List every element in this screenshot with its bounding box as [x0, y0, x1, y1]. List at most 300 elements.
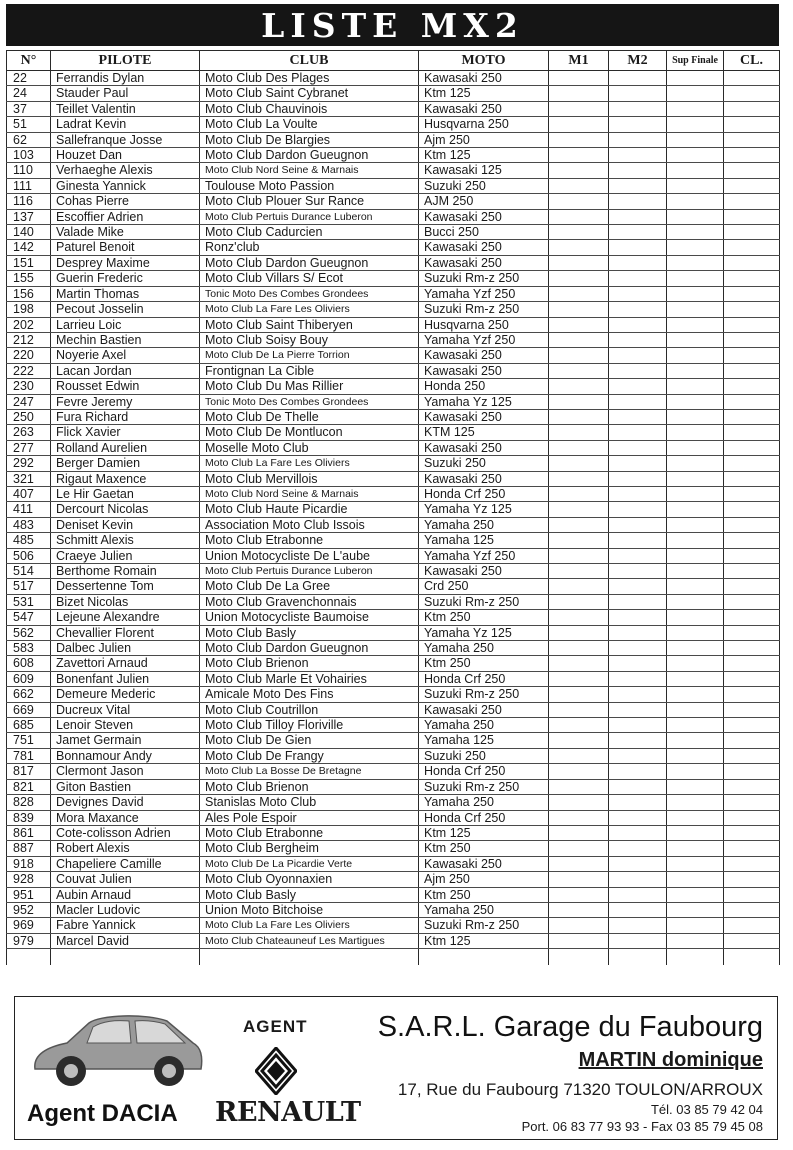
rider-moto: Crd 250 — [419, 579, 549, 594]
result-m2 — [609, 271, 667, 286]
rider-club: Moto Club La Bosse De Bretagne — [200, 764, 419, 779]
rider-club: Moto Club Bergheim — [200, 841, 419, 856]
rider-name: Flick Xavier — [51, 425, 200, 440]
rider-name: Paturel Benoit — [51, 240, 200, 255]
result-m1 — [549, 841, 609, 856]
title-bar — [6, 4, 779, 46]
rider-moto: Honda Crf 250 — [419, 764, 549, 779]
table-row — [7, 795, 780, 810]
result-sup-finale — [667, 517, 724, 532]
result-m2 — [609, 394, 667, 409]
rider-club: Moto Club Basly — [200, 887, 419, 902]
rider-number: 277 — [7, 440, 51, 455]
result-m1 — [549, 471, 609, 486]
result-cl — [724, 733, 780, 748]
result-m2 — [609, 933, 667, 948]
table-row — [7, 471, 780, 486]
rider-number: 609 — [7, 671, 51, 686]
rider-moto: Ktm 250 — [419, 656, 549, 671]
result-cl — [724, 363, 780, 378]
table-row — [7, 564, 780, 579]
result-sup-finale — [667, 86, 724, 101]
table-row — [7, 764, 780, 779]
result-cl — [724, 856, 780, 871]
rider-name: Ladrat Kevin — [51, 117, 200, 132]
rider-club: Moto Club Oyonnaxien — [200, 872, 419, 887]
rider-club: Moto Club Villars S/ Ecot — [200, 271, 419, 286]
result-m1 — [549, 718, 609, 733]
result-sup-finale — [667, 625, 724, 640]
result-sup-finale — [667, 471, 724, 486]
rider-name: Bonnamour Andy — [51, 748, 200, 763]
rider-number: 110 — [7, 163, 51, 178]
rider-name: Clermont Jason — [51, 764, 200, 779]
rider-moto: Suzuki Rm-z 250 — [419, 594, 549, 609]
result-cl — [724, 425, 780, 440]
rider-number: 156 — [7, 286, 51, 301]
rider-number: 483 — [7, 517, 51, 532]
result-m2 — [609, 671, 667, 686]
rider-name: Cohas Pierre — [51, 194, 200, 209]
result-m1 — [549, 856, 609, 871]
rider-moto: Honda 250 — [419, 379, 549, 394]
rider-club: Moto Club De La Pierre Torrion — [200, 348, 419, 363]
result-cl — [724, 825, 780, 840]
table-row — [7, 255, 780, 270]
result-sup-finale — [667, 332, 724, 347]
rider-club: Toulouse Moto Passion — [200, 178, 419, 193]
table-row — [7, 379, 780, 394]
result-cl — [724, 317, 780, 332]
result-sup-finale — [667, 548, 724, 563]
rider-club: Moto Club Plouer Sur Rance — [200, 194, 419, 209]
rider-club: Moto Club Dardon Gueugnon — [200, 255, 419, 270]
result-cl — [724, 194, 780, 209]
empty-cell — [51, 949, 200, 966]
rider-name: Stauder Paul — [51, 86, 200, 101]
result-m2 — [609, 902, 667, 917]
rider-club: Moto Club Saint Thiberyen — [200, 317, 419, 332]
table-row — [7, 425, 780, 440]
table-row — [7, 779, 780, 794]
rider-name: Macler Ludovic — [51, 902, 200, 917]
column-header-sup-finale: Sup Finale — [667, 51, 724, 71]
result-sup-finale — [667, 533, 724, 548]
rider-club: Moto Club Chateauneuf Les Martigues — [200, 933, 419, 948]
result-m2 — [609, 810, 667, 825]
result-m2 — [609, 302, 667, 317]
rider-number: 685 — [7, 718, 51, 733]
rider-number: 103 — [7, 148, 51, 163]
table-row — [7, 163, 780, 178]
result-cl — [724, 286, 780, 301]
rider-name: Ducreux Vital — [51, 702, 200, 717]
result-m1 — [549, 178, 609, 193]
rider-number: 151 — [7, 255, 51, 270]
result-cl — [724, 209, 780, 224]
result-sup-finale — [667, 271, 724, 286]
rider-club: Moto Club De Gien — [200, 733, 419, 748]
rider-number: 608 — [7, 656, 51, 671]
rider-number: 562 — [7, 625, 51, 640]
result-cl — [724, 456, 780, 471]
table-row — [7, 610, 780, 625]
result-cl — [724, 902, 780, 917]
rider-club: Moto Club Saint Cybranet — [200, 86, 419, 101]
result-sup-finale — [667, 348, 724, 363]
rider-moto: Kawasaki 250 — [419, 856, 549, 871]
result-m2 — [609, 872, 667, 887]
result-m1 — [549, 317, 609, 332]
table-row — [7, 533, 780, 548]
rider-number: 411 — [7, 502, 51, 517]
rider-club: Moto Club Brienon — [200, 779, 419, 794]
rider-number: 263 — [7, 425, 51, 440]
result-m1 — [549, 933, 609, 948]
table-row — [7, 132, 780, 147]
result-cl — [724, 718, 780, 733]
result-m1 — [549, 271, 609, 286]
rider-number: 918 — [7, 856, 51, 871]
rider-name: Marcel David — [51, 933, 200, 948]
table-row — [7, 748, 780, 763]
rider-name: Larrieu Loic — [51, 317, 200, 332]
table-row — [7, 733, 780, 748]
rider-number: 22 — [7, 71, 51, 86]
result-m1 — [549, 702, 609, 717]
result-m1 — [549, 240, 609, 255]
rider-club: Ronz'club — [200, 240, 419, 255]
table-row — [7, 579, 780, 594]
result-sup-finale — [667, 872, 724, 887]
rider-moto: Ktm 250 — [419, 610, 549, 625]
rider-club: Tonic Moto Des Combes Grondees — [200, 394, 419, 409]
result-m2 — [609, 456, 667, 471]
rider-club: Moto Club Pertuis Durance Luberon — [200, 564, 419, 579]
result-cl — [724, 240, 780, 255]
result-m2 — [609, 132, 667, 147]
result-m1 — [549, 440, 609, 455]
rider-number: 247 — [7, 394, 51, 409]
result-m1 — [549, 286, 609, 301]
rider-club: Moto Club Tilloy Floriville — [200, 718, 419, 733]
rider-moto: Yamaha 250 — [419, 795, 549, 810]
rider-number: 212 — [7, 332, 51, 347]
rider-club: Moto Club Soisy Bouy — [200, 332, 419, 347]
result-cl — [724, 779, 780, 794]
rider-moto: Yamaha 250 — [419, 902, 549, 917]
result-cl — [724, 810, 780, 825]
table-row — [7, 502, 780, 517]
rider-name: Pecout Josselin — [51, 302, 200, 317]
rider-moto: Kawasaki 125 — [419, 163, 549, 178]
entry-list-table — [6, 50, 780, 965]
result-sup-finale — [667, 810, 724, 825]
result-sup-finale — [667, 486, 724, 501]
result-m1 — [549, 348, 609, 363]
rider-name: Fevre Jeremy — [51, 394, 200, 409]
result-sup-finale — [667, 194, 724, 209]
result-m1 — [549, 209, 609, 224]
rider-moto: Yamaha Yzf 250 — [419, 332, 549, 347]
rider-club: Moto Club De Frangy — [200, 748, 419, 763]
result-cl — [724, 594, 780, 609]
table-row — [7, 641, 780, 656]
rider-club: Moto Club Dardon Gueugnon — [200, 641, 419, 656]
result-m2 — [609, 887, 667, 902]
result-sup-finale — [667, 225, 724, 240]
rider-club: Moto Club Etrabonne — [200, 533, 419, 548]
rider-moto: Yamaha Yz 125 — [419, 502, 549, 517]
rider-moto: Kawasaki 250 — [419, 471, 549, 486]
result-cl — [724, 332, 780, 347]
column-header-cl: CL. — [724, 51, 780, 71]
rider-moto: Yamaha 250 — [419, 641, 549, 656]
empty-cell — [609, 949, 667, 966]
rider-number: 583 — [7, 641, 51, 656]
result-m2 — [609, 255, 667, 270]
rider-name: Mora Maxance — [51, 810, 200, 825]
agent-label: AGENT — [243, 1017, 308, 1036]
result-cl — [724, 271, 780, 286]
result-m2 — [609, 486, 667, 501]
rider-name: Desprey Maxime — [51, 255, 200, 270]
rider-number: 531 — [7, 594, 51, 609]
result-m1 — [549, 425, 609, 440]
result-m2 — [609, 240, 667, 255]
rider-moto: Suzuki Rm-z 250 — [419, 271, 549, 286]
table-row — [7, 194, 780, 209]
rider-name: Robert Alexis — [51, 841, 200, 856]
result-sup-finale — [667, 178, 724, 193]
empty-cell — [200, 949, 419, 966]
result-m1 — [549, 71, 609, 86]
rider-moto: AJM 250 — [419, 194, 549, 209]
result-m2 — [609, 856, 667, 871]
sponsor-advertisement — [14, 996, 778, 1140]
column-header-num: N° — [7, 51, 51, 71]
result-cl — [724, 933, 780, 948]
result-cl — [724, 86, 780, 101]
result-sup-finale — [667, 610, 724, 625]
rider-club: Moto Club Chauvinois — [200, 101, 419, 116]
result-m1 — [549, 255, 609, 270]
header-row — [7, 51, 780, 71]
table-row — [7, 548, 780, 563]
result-m1 — [549, 564, 609, 579]
rider-moto: Kawasaki 250 — [419, 348, 549, 363]
table-row — [7, 856, 780, 871]
result-m1 — [549, 825, 609, 840]
result-m1 — [549, 641, 609, 656]
rider-name: Guerin Frederic — [51, 271, 200, 286]
result-sup-finale — [667, 902, 724, 917]
rider-number: 979 — [7, 933, 51, 948]
result-cl — [724, 225, 780, 240]
rider-number: 969 — [7, 918, 51, 933]
column-header-m1: M1 — [549, 51, 609, 71]
result-m2 — [609, 702, 667, 717]
result-m1 — [549, 733, 609, 748]
result-cl — [724, 178, 780, 193]
result-m2 — [609, 163, 667, 178]
result-m2 — [609, 440, 667, 455]
result-m2 — [609, 687, 667, 702]
rider-number: 887 — [7, 841, 51, 856]
table-row — [7, 209, 780, 224]
table-row — [7, 271, 780, 286]
result-m2 — [609, 656, 667, 671]
rider-name: Fura Richard — [51, 409, 200, 424]
result-cl — [724, 394, 780, 409]
result-cl — [724, 887, 780, 902]
result-cl — [724, 302, 780, 317]
rider-name: Couvat Julien — [51, 872, 200, 887]
result-cl — [724, 486, 780, 501]
rider-moto: Kawasaki 250 — [419, 363, 549, 378]
result-cl — [724, 656, 780, 671]
result-m2 — [609, 348, 667, 363]
rider-name: Bizet Nicolas — [51, 594, 200, 609]
table-row — [7, 687, 780, 702]
rider-club: Moto Club Nord Seine & Marnais — [200, 163, 419, 178]
rider-name: Escoffier Adrien — [51, 209, 200, 224]
result-sup-finale — [667, 594, 724, 609]
result-cl — [724, 440, 780, 455]
result-sup-finale — [667, 394, 724, 409]
result-m1 — [549, 579, 609, 594]
rider-moto: Ktm 125 — [419, 148, 549, 163]
result-m2 — [609, 363, 667, 378]
table-row — [7, 363, 780, 378]
empty-cell — [419, 949, 549, 966]
rider-club: Frontignan La Cible — [200, 363, 419, 378]
result-m1 — [549, 918, 609, 933]
result-m1 — [549, 517, 609, 532]
rider-moto: Husqvarna 250 — [419, 117, 549, 132]
result-cl — [724, 101, 780, 116]
rider-moto: Ktm 125 — [419, 933, 549, 948]
table-row — [7, 332, 780, 347]
rider-name: Dessertenne Tom — [51, 579, 200, 594]
rider-club: Moto Club Brienon — [200, 656, 419, 671]
result-cl — [724, 533, 780, 548]
table-row — [7, 286, 780, 301]
rider-moto: Yamaha Yz 125 — [419, 625, 549, 640]
result-m2 — [609, 610, 667, 625]
result-sup-finale — [667, 502, 724, 517]
result-m2 — [609, 641, 667, 656]
rider-number: 292 — [7, 456, 51, 471]
result-m1 — [549, 533, 609, 548]
result-cl — [724, 132, 780, 147]
result-sup-finale — [667, 148, 724, 163]
rider-name: Jamet Germain — [51, 733, 200, 748]
rider-moto: Yamaha Yzf 250 — [419, 286, 549, 301]
table-row — [7, 718, 780, 733]
garage-mobile-fax: Port. 06 83 77 93 93 - Fax 03 85 79 45 08 — [521, 1119, 763, 1134]
column-header-m2: M2 — [609, 51, 667, 71]
result-cl — [724, 255, 780, 270]
rider-number: 662 — [7, 687, 51, 702]
result-sup-finale — [667, 856, 724, 871]
rider-moto: Ajm 250 — [419, 132, 549, 147]
renault-logo-icon — [255, 1047, 297, 1095]
rider-club: Moto Club La Voulte — [200, 117, 419, 132]
rider-club: Union Moto Bitchoise — [200, 902, 419, 917]
result-sup-finale — [667, 841, 724, 856]
table-row — [7, 933, 780, 948]
rider-moto: Yamaha Yzf 250 — [419, 548, 549, 563]
rider-moto: Suzuki Rm-z 250 — [419, 918, 549, 933]
result-cl — [724, 625, 780, 640]
result-m1 — [549, 486, 609, 501]
rider-club: Moto Club Haute Picardie — [200, 502, 419, 517]
table-row — [7, 872, 780, 887]
result-m2 — [609, 225, 667, 240]
rider-moto: Ktm 125 — [419, 86, 549, 101]
rider-club: Moto Club Basly — [200, 625, 419, 640]
rider-number: 751 — [7, 733, 51, 748]
result-cl — [724, 918, 780, 933]
rider-club: Association Moto Club Issois — [200, 517, 419, 532]
result-cl — [724, 671, 780, 686]
result-sup-finale — [667, 887, 724, 902]
result-m1 — [549, 625, 609, 640]
rider-club: Moto Club De Thelle — [200, 409, 419, 424]
result-cl — [724, 564, 780, 579]
rider-name: Ferrandis Dylan — [51, 71, 200, 86]
result-sup-finale — [667, 240, 724, 255]
table-row — [7, 887, 780, 902]
rider-name: Mechin Bastien — [51, 332, 200, 347]
table-row — [7, 456, 780, 471]
result-m1 — [549, 409, 609, 424]
empty-cell — [7, 949, 51, 966]
rider-club: Moto Club Pertuis Durance Luberon — [200, 209, 419, 224]
rider-name: Lejeune Alexandre — [51, 610, 200, 625]
result-sup-finale — [667, 209, 724, 224]
result-cl — [724, 579, 780, 594]
rider-club: Moto Club Cadurcien — [200, 225, 419, 240]
result-sup-finale — [667, 656, 724, 671]
table-row — [7, 440, 780, 455]
rider-club: Moto Club De Montlucon — [200, 425, 419, 440]
result-m2 — [609, 209, 667, 224]
result-m1 — [549, 332, 609, 347]
rider-club: Union Motocycliste Baumoise — [200, 610, 419, 625]
result-sup-finale — [667, 456, 724, 471]
result-sup-finale — [667, 579, 724, 594]
rider-moto: Kawasaki 250 — [419, 255, 549, 270]
table-row — [7, 348, 780, 363]
rider-moto: Yamaha 125 — [419, 533, 549, 548]
result-sup-finale — [667, 564, 724, 579]
result-m1 — [549, 86, 609, 101]
result-m1 — [549, 902, 609, 917]
rider-number: 140 — [7, 225, 51, 240]
rider-moto: Ajm 250 — [419, 872, 549, 887]
result-m1 — [549, 132, 609, 147]
rider-club: Moto Club Mervillois — [200, 471, 419, 486]
result-m1 — [549, 456, 609, 471]
rider-number: 202 — [7, 317, 51, 332]
result-m1 — [549, 764, 609, 779]
result-cl — [724, 502, 780, 517]
table-row — [7, 394, 780, 409]
rider-number: 222 — [7, 363, 51, 378]
result-m2 — [609, 795, 667, 810]
